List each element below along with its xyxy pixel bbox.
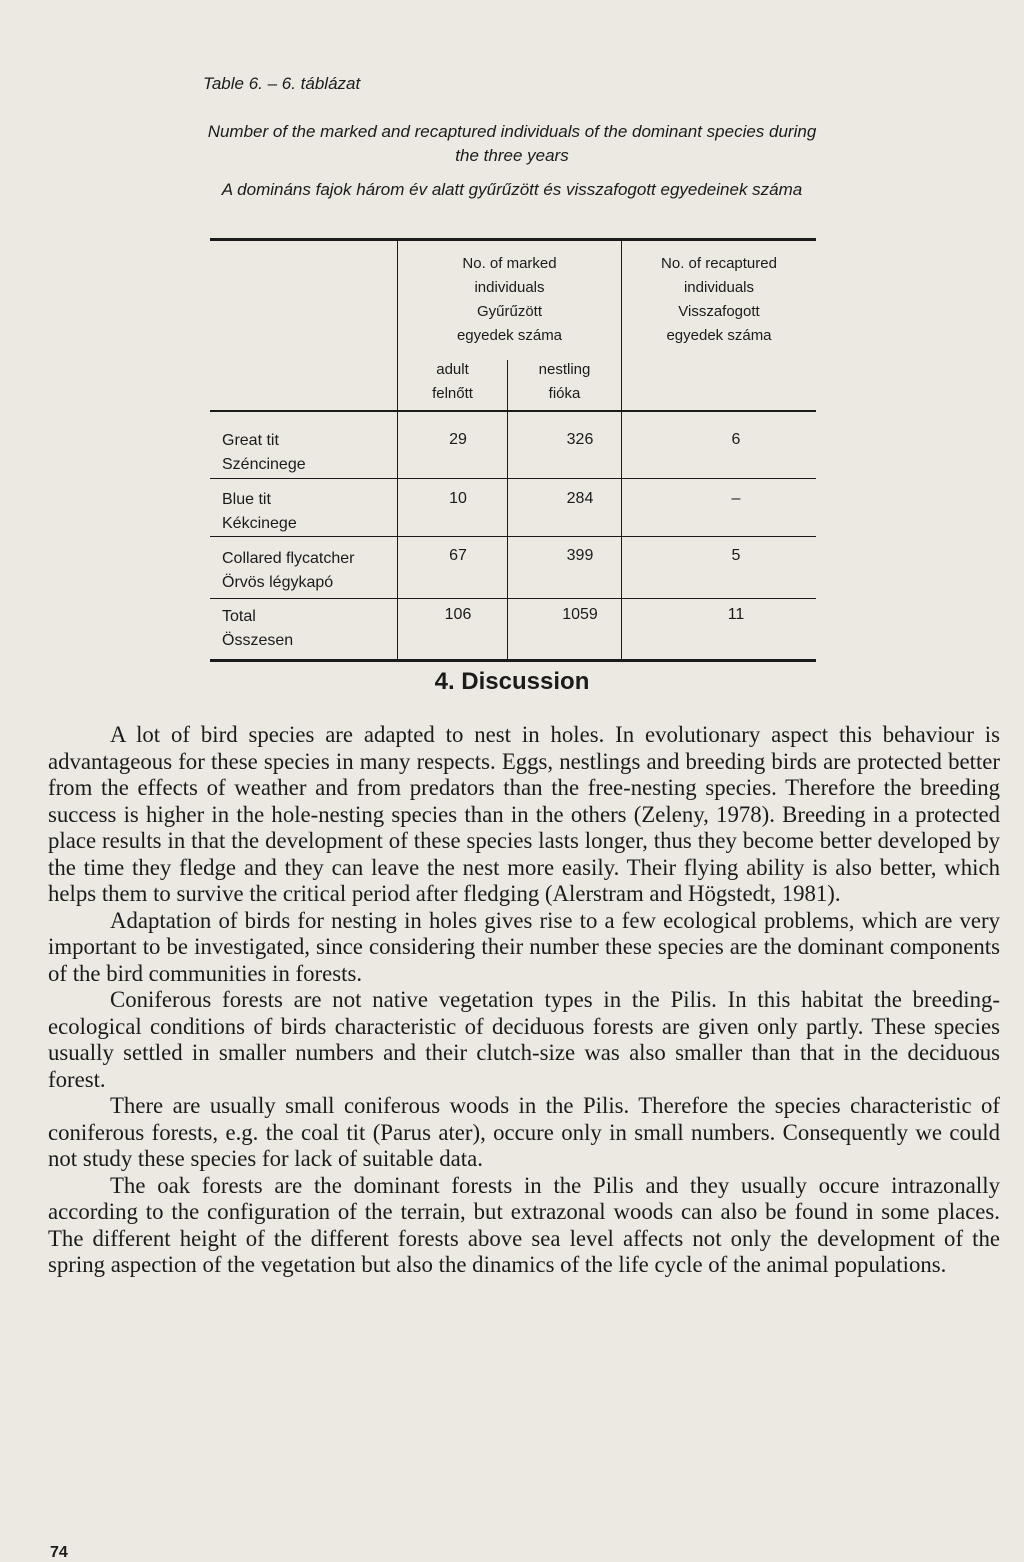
row-rule bbox=[210, 536, 816, 537]
species-name-hu: Kékcinege bbox=[222, 515, 297, 532]
header-marked-line: individuals bbox=[474, 279, 545, 296]
adult-count: 67 bbox=[449, 547, 467, 564]
recaptured-count: 11 bbox=[727, 606, 745, 623]
table-row-species bbox=[222, 547, 355, 595]
adult-count: 29 bbox=[449, 431, 467, 448]
paragraph: The oak forests are the dominant forests in the Pilis and they usually occure intrazonally according to the configuration of the terrain, but extrazonal woods can also be found in some places. The different height of the different forests above sea level affects not only the development of the spring aspection of the vegetation but also the dinamics of the life cycle of the animal populations. bbox=[48, 1172, 1000, 1277]
species-name-en: Collared flycatcher bbox=[222, 550, 355, 567]
recaptured-count: – bbox=[731, 490, 741, 507]
species-name-en: Total bbox=[222, 608, 256, 625]
species-name-en: Blue tit bbox=[222, 491, 271, 508]
header-nestling-line: nestling bbox=[538, 361, 591, 378]
table-top-rule bbox=[210, 238, 816, 241]
table-caption-hungarian: A domináns fajok három év alatt gyűrűzött és visszafogott egyedeinek száma bbox=[221, 180, 803, 199]
species-name-hu: Örvös légykapó bbox=[222, 574, 334, 591]
paragraph: Coniferous forests are not native vegetation types in the Pilis. In this habitat the breeding-ecological conditions of birds characteristic of deciduous forests are given only partly. These species usually settled in smaller numbers and their clutch-size was also smaller than that in the deciduous forest. bbox=[48, 987, 1000, 1092]
header-marked-line: Gyűrűzött bbox=[476, 303, 543, 320]
species-name-hu: Összesen bbox=[222, 632, 294, 649]
header-marked bbox=[398, 252, 621, 348]
row-rule bbox=[210, 598, 816, 599]
header-recaptured-line: No. of recaptured bbox=[661, 255, 777, 272]
table-caption-english: Number of the marked and recaptured individuals of the dominant species during the three years bbox=[207, 122, 817, 165]
header-marked-line: No. of marked bbox=[462, 255, 557, 272]
species-name-hu: Széncinege bbox=[222, 456, 306, 473]
header-adult-line: felnőtt bbox=[432, 385, 473, 402]
header-adult-line: adult bbox=[436, 361, 469, 378]
nestling-count: 326 bbox=[566, 431, 594, 448]
nestling-count: 399 bbox=[566, 547, 594, 564]
paragraph: Adaptation of birds for nesting in holes gives rise to a few ecological problems, which are very important to be investigated, since considering their number these species are the dominant components of the bird communities in forests. bbox=[48, 907, 1000, 986]
recaptured-count: 6 bbox=[731, 431, 741, 448]
species-name-en: Great tit bbox=[222, 432, 279, 449]
section-heading: 4. Discussion bbox=[434, 668, 590, 695]
header-recaptured bbox=[622, 252, 816, 348]
header-recaptured-line: egyedek száma bbox=[666, 327, 772, 344]
table-bottom-rule bbox=[210, 659, 816, 662]
table-label: Table 6. – 6. táblázat bbox=[203, 74, 361, 93]
header-marked-line: egyedek száma bbox=[456, 327, 563, 344]
paragraph: A lot of bird species are adapted to nest in holes. In evolutionary aspect this behaviour is advantageous for these species in many respects. Eggs, nestlings and breeding birds are protected better from the effects of weather and from predators than the free-nesting species. Therefore the breeding success is higher in the hole-nesting species than in the others (Zeleny, 1978). Breeding in a protected place results in that the development of these species lasts longer, thus they become better developed by the time they fledge and they can leave the nest more easily. Their flying ability is also better, which helps them to survive the critical period after fledging (Alerstram and Högstedt, 1981). bbox=[48, 722, 1000, 906]
header-bottom-rule bbox=[210, 410, 816, 412]
adult-count: 106 bbox=[444, 606, 472, 623]
discussion-body bbox=[48, 722, 1000, 1279]
header-recaptured-line: Visszafogott bbox=[678, 303, 760, 320]
header-nestling-line: fióka bbox=[548, 385, 581, 402]
paragraph: There are usually small coniferous woods in the Pilis. Therefore the species characteristic of coniferous forests, e.g. the coal tit (Parus ater), occure only in small numbers. Consequently we could not study these species for lack of suitable data. bbox=[48, 1093, 1000, 1171]
nestling-count: 284 bbox=[566, 490, 594, 507]
page-number: 74 bbox=[50, 1544, 68, 1561]
row-rule bbox=[210, 478, 816, 479]
recaptured-count: 5 bbox=[731, 547, 741, 564]
adult-count: 10 bbox=[449, 490, 467, 507]
table-row-species bbox=[222, 605, 293, 653]
table-row-species bbox=[222, 488, 297, 536]
header-nestling bbox=[508, 358, 621, 406]
data-table bbox=[210, 238, 816, 663]
header-adult bbox=[398, 358, 507, 406]
header-recaptured-line: individuals bbox=[683, 279, 755, 296]
nestling-count: 1059 bbox=[562, 606, 598, 623]
table-row-species bbox=[222, 429, 306, 477]
